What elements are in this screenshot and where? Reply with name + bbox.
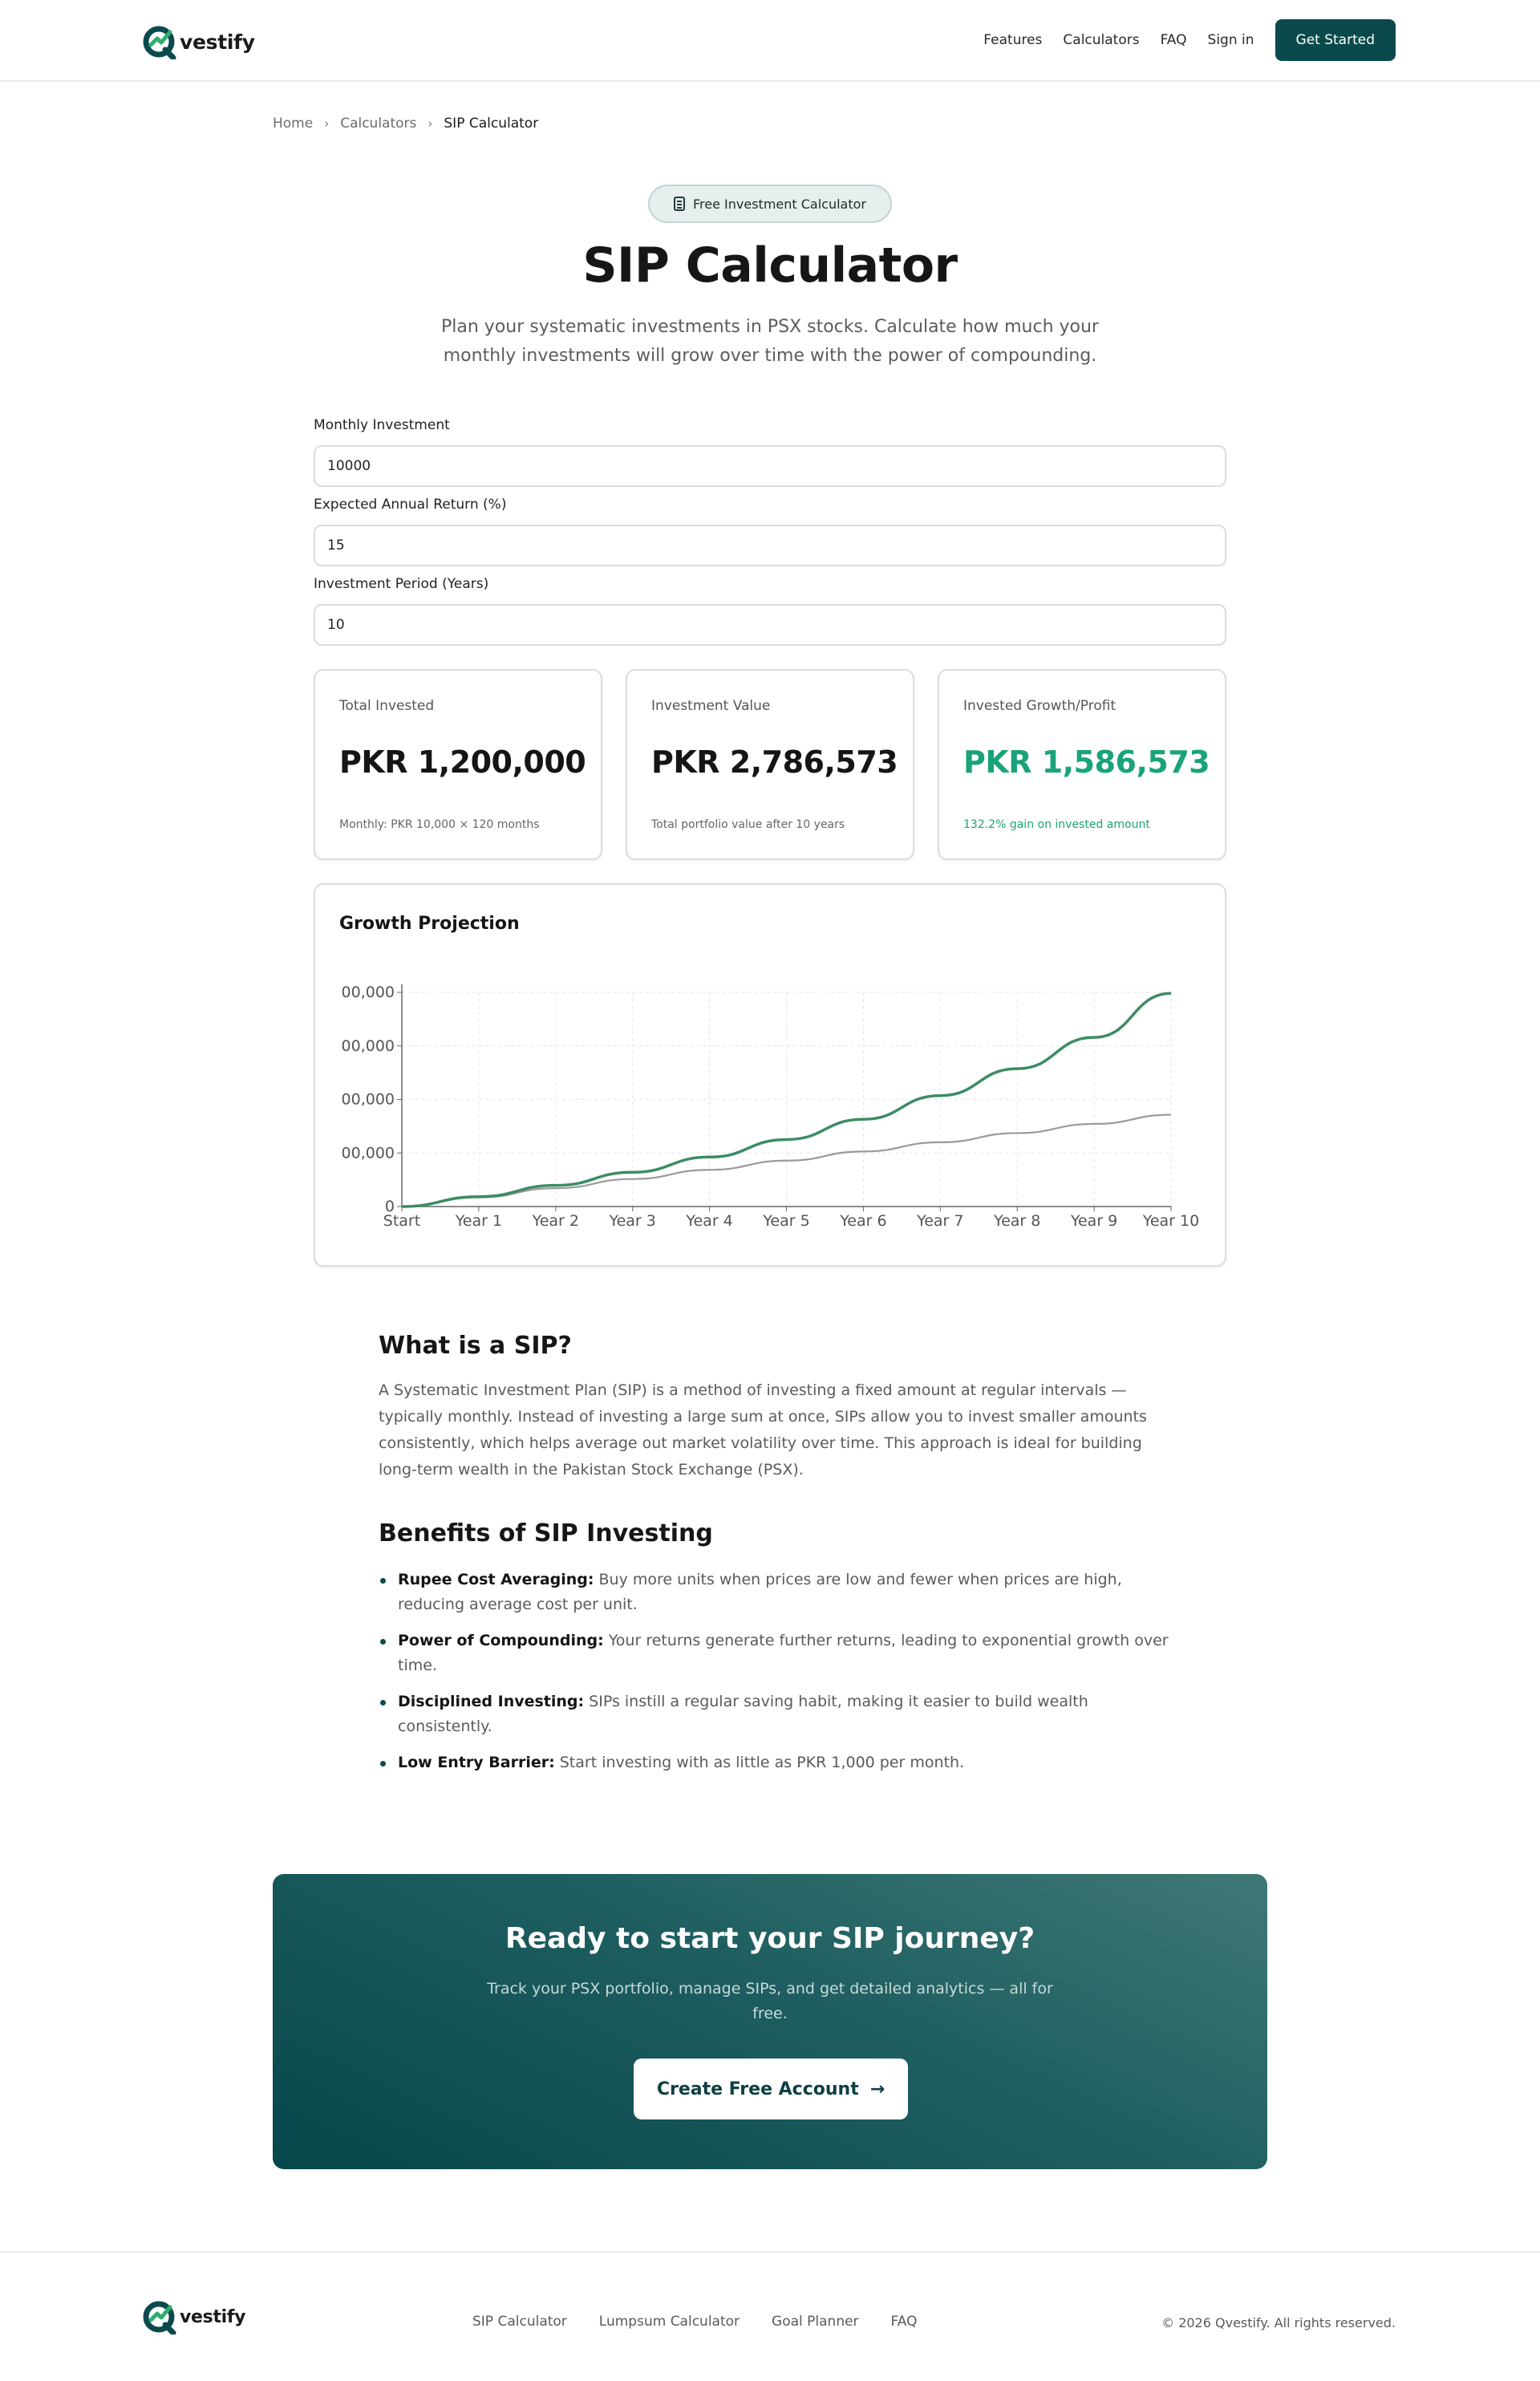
- list-item: [379, 1750, 1181, 1775]
- breadcrumb: [273, 116, 538, 132]
- logo-text: vestify: [180, 30, 255, 54]
- list-item: [379, 1568, 1181, 1617]
- x-tick-label: Start: [383, 1212, 421, 1230]
- site-header: [0, 0, 1540, 82]
- card-value: PKR 1,586,573: [963, 744, 1210, 780]
- card-label: Total Invested: [339, 698, 435, 714]
- nav-calculators[interactable]: Calculators: [1063, 32, 1140, 48]
- growth-profit-card: [938, 669, 1226, 860]
- nav-faq[interactable]: FAQ: [1160, 32, 1187, 48]
- y-tick-label: 00,000: [341, 1144, 395, 1162]
- benefit-text: Start investing with as little as PKR 1,000 per month.: [554, 1754, 965, 1771]
- growth-projection-card: [314, 883, 1226, 1267]
- x-tick-label: Year 5: [763, 1212, 810, 1230]
- footer-logo[interactable]: [143, 2299, 245, 2334]
- breadcrumb-calculators[interactable]: Calculators: [340, 116, 417, 132]
- chevron-right-icon: ›: [428, 116, 433, 131]
- footer-links: [472, 2314, 949, 2330]
- card-value: PKR 1,200,000: [339, 744, 586, 780]
- get-started-button[interactable]: Get Started: [1275, 19, 1396, 61]
- logo-icon: [143, 2299, 178, 2334]
- main-nav: [962, 19, 1396, 61]
- nav-features[interactable]: Features: [983, 32, 1043, 48]
- y-tick-label: 00,000: [341, 984, 395, 1001]
- card-note: Monthly: PKR 10,000 × 120 months: [339, 818, 540, 831]
- x-tick-label: Year 4: [686, 1212, 733, 1230]
- chart-title: Growth Projection: [339, 914, 520, 934]
- calculator-badge: [648, 185, 892, 223]
- cta-subtitle: Track your PSX portfolio, manage SIPs, and get detailed analytics — all for free.: [487, 1980, 1053, 2022]
- what-is-sip-heading: What is a SIP?: [379, 1332, 572, 1360]
- investment-value-card: [626, 669, 914, 860]
- y-tick-label: 00,000: [341, 1036, 395, 1055]
- list-item: [379, 1689, 1181, 1739]
- monthly-investment-label: Monthly Investment: [314, 417, 450, 433]
- annual-return-input[interactable]: [314, 525, 1226, 566]
- footer-link-lumpsum-calculator[interactable]: Lumpsum Calculator: [598, 2314, 740, 2330]
- benefit-text: Your returns generate further returns, leading to exponential growth over time.: [398, 1632, 1169, 1674]
- growth-chart: [315, 885, 1226, 1267]
- y-tick-label: 0: [384, 1198, 395, 1215]
- site-footer: [0, 2251, 1540, 2381]
- x-tick-label: Year 9: [1070, 1212, 1118, 1230]
- create-account-button[interactable]: [634, 2059, 908, 2119]
- footer-link-faq[interactable]: FAQ: [890, 2314, 918, 2330]
- card-note: Total portfolio value after 10 years: [651, 818, 845, 831]
- breadcrumb-current: SIP Calculator: [444, 116, 539, 132]
- logo-icon: [143, 24, 178, 59]
- arrow-right-icon: →: [869, 2079, 886, 2099]
- investment-period-input[interactable]: [314, 604, 1226, 646]
- card-label: Invested Growth/Profit: [963, 698, 1116, 714]
- card-note: 132.2% gain on invested amount: [963, 818, 1150, 831]
- what-is-sip-text: A Systematic Investment Plan (SIP) is a method of investing a fixed amount at regular intervals — typically monthly. Instead of investing a large sum at once, SIPs allow you to invest smaller amounts consistently, which helps average out market volatility over time. This approach is ideal for building long-term wealth in the Pakistan Stock Exchange (PSX).: [379, 1381, 1147, 1478]
- page-title: SIP Calculator: [582, 237, 958, 294]
- logo[interactable]: [143, 24, 255, 59]
- total-invested-card: [314, 669, 602, 860]
- benefit-title: Rupee Cost Averaging:: [398, 1571, 594, 1588]
- footer-link-goal-planner[interactable]: Goal Planner: [772, 2314, 859, 2330]
- x-tick-label: Year 2: [532, 1212, 579, 1230]
- chevron-right-icon: ›: [324, 116, 330, 131]
- x-tick-label: Year 3: [609, 1212, 656, 1230]
- x-tick-label: Year 1: [455, 1212, 503, 1230]
- x-tick-label: Year 10: [1142, 1212, 1200, 1230]
- cta-title: Ready to start your SIP journey?: [505, 1922, 1035, 1955]
- breadcrumb-home[interactable]: Home: [273, 116, 314, 132]
- footer-link-sip-calculator[interactable]: SIP Calculator: [472, 2314, 567, 2330]
- benefit-title: Power of Compounding:: [398, 1632, 604, 1649]
- page-subtitle: Plan your systematic investments in PSX stocks. Calculate how much your monthly investments will grow over time with the power of compounding.: [441, 317, 1099, 366]
- x-tick-label: Year 6: [840, 1212, 887, 1230]
- list-item: [379, 1629, 1181, 1678]
- benefits-list: [379, 1568, 1181, 1787]
- copyright: © 2026 Qvestify. All rights reserved.: [1161, 2315, 1396, 2330]
- card-value: PKR 2,786,573: [651, 744, 898, 780]
- nav-sign-in[interactable]: Sign in: [1207, 32, 1254, 48]
- benefit-title: Low Entry Barrier:: [398, 1754, 555, 1771]
- benefit-title: Disciplined Investing:: [398, 1693, 585, 1710]
- benefit-text: SIPs instill a regular saving habit, making it easier to build wealth consistently.: [398, 1693, 1088, 1735]
- annual-return-label: Expected Annual Return (%): [314, 497, 507, 513]
- investment-period-label: Investment Period (Years): [314, 576, 489, 592]
- calculator-icon: [674, 197, 685, 211]
- benefit-text: Buy more units when prices are low and fewer when prices are high, reducing average cost per unit.: [398, 1571, 1122, 1613]
- logo-text: vestify: [180, 2306, 246, 2327]
- x-tick-label: Year 8: [994, 1212, 1041, 1230]
- x-tick-label: Year 7: [917, 1212, 964, 1230]
- monthly-investment-input[interactable]: [314, 445, 1226, 487]
- card-label: Investment Value: [651, 698, 771, 714]
- create-account-label: Create Free Account: [656, 2079, 859, 2099]
- cta-banner: [273, 1874, 1267, 2169]
- badge-label: Free Investment Calculator: [693, 196, 866, 212]
- y-tick-label: 00,000: [341, 1090, 395, 1109]
- benefits-heading: Benefits of SIP Investing: [379, 1519, 713, 1547]
